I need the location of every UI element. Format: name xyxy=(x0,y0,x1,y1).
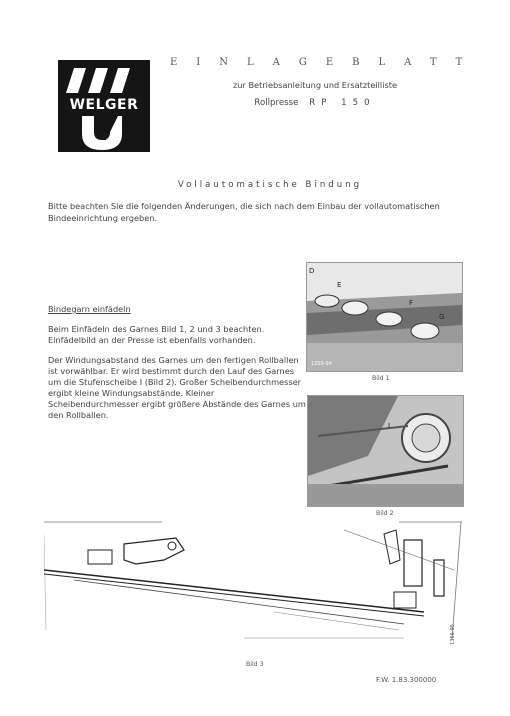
document-subtitle: zur Betriebsanleitung und Ersatzteilliste xyxy=(232,80,397,90)
logo-text: WELGER xyxy=(69,97,139,113)
welger-logo xyxy=(58,60,150,152)
bild1-label-e: E xyxy=(337,281,342,289)
bild1-code: 1355-94 xyxy=(311,361,332,367)
model-line xyxy=(200,98,430,108)
bild2-illustration xyxy=(308,396,463,506)
bild2-photo xyxy=(307,395,464,507)
bild3-code: 1356-95 xyxy=(450,624,456,645)
bild1-label-d: D xyxy=(309,267,315,275)
model-code: RP 150 xyxy=(309,98,376,108)
bild3-caption: Bild 3 xyxy=(246,661,264,668)
bild2-caption: Bild 2 xyxy=(376,510,394,517)
bild1-label-g: G xyxy=(439,313,445,321)
bild2-label-i: I xyxy=(388,422,391,430)
section-title: Vollautomatische Bindung xyxy=(177,180,363,190)
bild3-drawing xyxy=(44,520,464,658)
bild1-photo xyxy=(306,262,463,372)
bild3-illustration xyxy=(44,520,464,658)
bindegarn-para-2: Der Windungsabstand des Garnes um den fertigen Rollballen ist vorwählbar. Er wird bestimmt durch den Lauf des Garnes um die Stufenscheibe I (Bild 2). Großer Scheibendurchmesser ergibt kleine Windungsabstände. Kleiner Scheibendurchmesser ergibt größere Abstände des Garnes um den Rollballen. xyxy=(48,355,306,420)
footer-code: F.W. 1.83.300000 xyxy=(376,676,437,684)
bild1-label-f: F xyxy=(409,299,414,307)
bindegarn-heading: Bindegarn einfädeln xyxy=(48,304,131,314)
document-title: EINLAGEBLATT xyxy=(170,57,482,68)
bindegarn-para-1: Beim Einfädeln des Garnes Bild 1, 2 und 3 beachten. Einfädelbild an der Presse ist ebenfalls vorhanden. xyxy=(48,324,265,345)
intro-text: Bitte beachten Sie die folgenden Änderungen, die sich nach dem Einbau der vollautomatischen Bindeeinrichtung ergeben. xyxy=(48,201,440,223)
model-prefix: Rollpresse xyxy=(254,98,299,108)
bild1-caption: Bild 1 xyxy=(372,375,390,382)
